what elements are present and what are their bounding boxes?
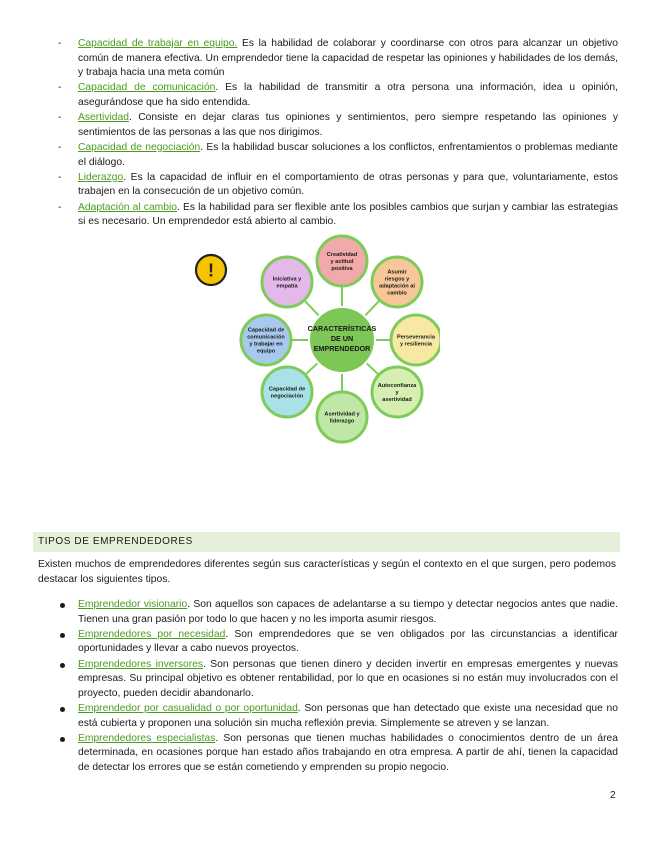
list-item bbox=[58, 81, 618, 110]
skill-description: . Es la habilidad buscar soluciones a los conflictos, enfrentamientos o problemas mediante el diálogo. bbox=[78, 141, 618, 168]
type-description: . Son aquellos son capaces de adelantarse a su tiempo y detectar negocios antes que nadie. Tienen una gran pasión por todo lo que hacen y no les importa asumir riesgos. bbox=[78, 599, 618, 625]
node-label: Autoconfianza bbox=[377, 383, 417, 389]
diagram-node bbox=[317, 236, 367, 286]
connector-line bbox=[366, 363, 379, 375]
skill-description: . Consiste en dejar claras tus opiniones y sentimientos, pero siempre respetando las opiniones y sentimientos de las personas a las que nos dirigimos. bbox=[78, 112, 618, 138]
node-label: riesgos y bbox=[384, 276, 410, 283]
warning-icon bbox=[196, 255, 226, 285]
section-header: TIPOS DE EMPRENDEDORES bbox=[33, 532, 620, 552]
node-label: comunicación bbox=[247, 334, 285, 341]
node-label: cambio bbox=[387, 290, 407, 297]
skill-link[interactable]: Capacidad de trabajar en equipo. bbox=[78, 38, 238, 49]
type-link[interactable]: Emprendedor visionario bbox=[78, 599, 188, 610]
svg-text:!: ! bbox=[208, 260, 214, 281]
list-item bbox=[58, 37, 618, 81]
skill-description: . Es la habilidad para ser flexible ante los posibles cambios que surjan y cambiar las estrategias si es necesario. Un emprendedor está abierto al cambio. bbox=[78, 201, 618, 228]
type-description: . Son personas que han detectado que existe una necesidad que no está cubierta y proponen una solución sin mucha reflexión previa. Simplemente se atreven y se lanzan. bbox=[78, 702, 618, 729]
list-item bbox=[58, 201, 618, 230]
connector-line bbox=[305, 363, 318, 375]
node-label: Asumir bbox=[387, 269, 407, 276]
type-link[interactable]: Emprendedores especialistas bbox=[78, 732, 216, 744]
node-label: equipo bbox=[256, 348, 276, 355]
list-item bbox=[58, 171, 618, 200]
skill-description: . Es la habilidad de transmitir a otra persona una información, idea u opinión, asegurándose que ha sido entendida. bbox=[78, 82, 618, 108]
node-label: y trabajar en bbox=[249, 341, 283, 348]
diagram-node bbox=[317, 392, 367, 442]
node-label: empatía bbox=[276, 283, 298, 290]
list-item bbox=[58, 658, 618, 702]
type-description: . Son personas que tienen dinero y deciden invertir en empresas emergentes y nuevas empresas. Su principal objetivo es obtener rentabilidad, por lo que en ocasiones si no están muy involucrados con el proyecto, pueden decidir abandonarlo. bbox=[78, 658, 619, 699]
diagram-node bbox=[372, 257, 422, 307]
skill-description: . Es la capacidad de influir en el comportamiento de otras personas y para que, voluntariamente, estos trabajen en la consecución de un objetivo común. bbox=[78, 171, 618, 198]
center-node bbox=[308, 307, 377, 373]
diagram-node bbox=[262, 257, 312, 307]
list-item bbox=[58, 702, 618, 731]
node-label: asertividad bbox=[382, 397, 412, 403]
type-link[interactable]: Emprendedor por casualidad o por oportunidad bbox=[78, 702, 298, 714]
node-label: y resiliencia bbox=[399, 341, 433, 348]
diagram-node bbox=[372, 367, 422, 417]
intro-paragraph: Existen muchos de emprendedores diferentes según sus características y según el contexto en el que surgen, pero podemos destacar los siguientes tipos. bbox=[38, 559, 616, 585]
node-label: Asertividad y bbox=[324, 411, 360, 418]
node-label: adaptación al bbox=[379, 283, 415, 290]
node-label: Perseverancia bbox=[397, 334, 435, 341]
list-item bbox=[58, 111, 618, 140]
list-item bbox=[58, 598, 618, 627]
types-list bbox=[58, 598, 618, 776]
center-label-line: DE UN bbox=[330, 334, 354, 343]
list-item bbox=[58, 141, 618, 170]
skill-link[interactable]: Capacidad de comunicación bbox=[78, 82, 216, 94]
characteristics-diagram bbox=[190, 232, 440, 447]
node-label: y bbox=[395, 390, 399, 396]
node-label: Iniciativa y bbox=[272, 276, 302, 283]
diagram-node bbox=[262, 367, 312, 417]
skills-list bbox=[58, 37, 618, 230]
list-item bbox=[58, 732, 618, 776]
diagram-node bbox=[241, 315, 291, 365]
type-link[interactable]: Emprendedores inversores bbox=[78, 658, 204, 670]
diagram-node bbox=[391, 315, 440, 365]
list-item bbox=[58, 628, 618, 657]
node-label: Capacidad de bbox=[268, 386, 306, 393]
type-description: . Son personas que tienen muchas habilidades o conocimientos dentro de un área determinada, en ocasiones porque han estado años trabajando en otra empresa. A partir de ahí, tienen la capacidad de detectar los errores que se están cometiendo y emprenden su propio negocio. bbox=[78, 732, 619, 773]
node-label: liderazgo bbox=[329, 418, 355, 425]
center-label-line: CARACTERÍSTICAS bbox=[307, 324, 377, 333]
node-label: y actitud bbox=[330, 259, 354, 265]
skill-link[interactable]: Adaptación al cambio bbox=[78, 201, 177, 213]
node-label: Capacidad de bbox=[247, 327, 285, 334]
node-label: Creatividad bbox=[326, 252, 358, 258]
node-label: negociación bbox=[270, 393, 304, 400]
skill-description: Es la habilidad de colaborar y coordinarse con otros para alcanzar un objetivo común de manera efectiva. Un emprendedor tiene la capacidad de respetar las opiniones y habilidades de los demás, y trabaja hacia una meta común bbox=[78, 38, 618, 79]
connector-line bbox=[304, 300, 319, 316]
type-link[interactable]: Emprendedores por necesidad bbox=[78, 628, 226, 640]
node-label: positiva bbox=[331, 266, 353, 272]
type-description: . Son emprendedores que se ven obligados por las circunstancias a identificar oportunidades y llevar a cabo nuevos proyectos. bbox=[78, 628, 618, 655]
connector-line bbox=[365, 300, 380, 316]
skill-link[interactable]: Asertividad bbox=[78, 112, 129, 124]
skill-link[interactable]: Capacidad de negociación bbox=[78, 141, 201, 153]
skill-link[interactable]: Liderazgo bbox=[78, 171, 124, 183]
page-number: 2 bbox=[610, 790, 616, 801]
center-label-line: EMPRENDEDOR bbox=[313, 344, 371, 353]
